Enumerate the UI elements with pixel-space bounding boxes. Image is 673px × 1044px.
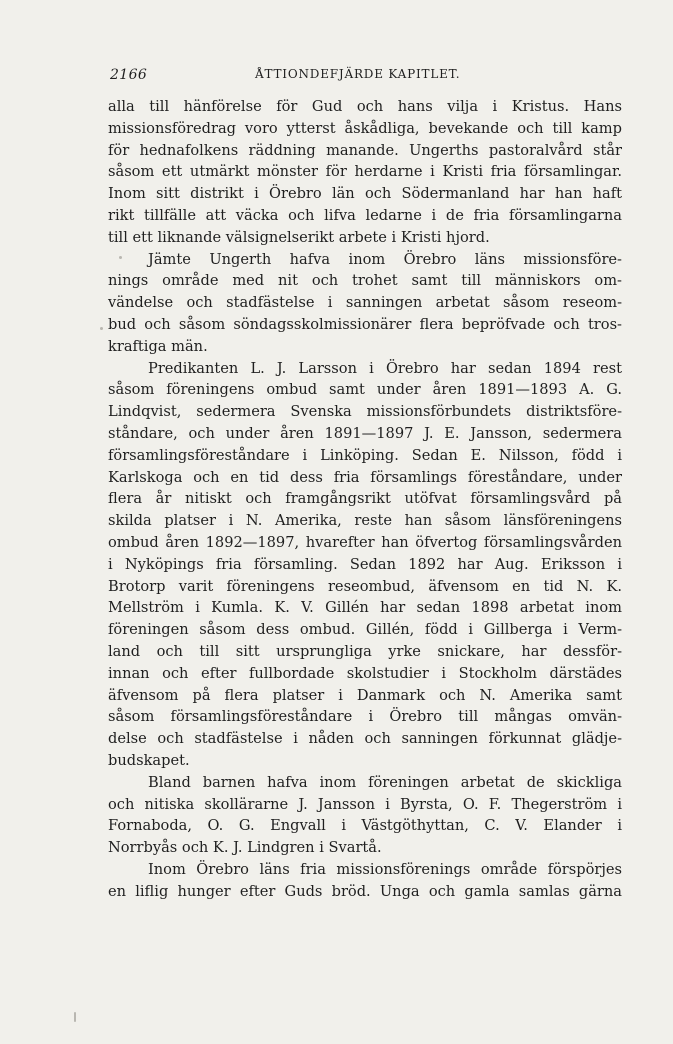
text-line: församlingsföreståndare i Linköping. Sedan E. Nilsson, född i: [108, 446, 622, 464]
text-line: rikt tillfälle att väcka och lifva ledarne i de fria församlingarna: [108, 206, 622, 224]
text-line: budskapet.: [108, 751, 190, 769]
text-line: till ett liknande välsignelserikt arbete i Kristi hjord.: [108, 228, 490, 246]
text-line: flera år nitiskt och framgångsrikt utöfvat församlingsvård på: [108, 490, 622, 508]
text-line: skilda platser i N. Amerika, reste han såsom länsföreningens: [108, 512, 622, 530]
text-line: innan och efter fullbordade skolstudier i Stockholm därstädes: [108, 664, 622, 682]
text-line: kraftiga män.: [108, 337, 208, 355]
text-line: ståndare, och under åren 1891—1897 J. E. Jansson, sedermera: [108, 424, 622, 442]
text-line: såsom församlingsföreståndare i Örebro till mångas omvän-: [108, 708, 622, 726]
text-line: Norrbyås och K. J. Lindgren i Svartå.: [108, 839, 382, 857]
text-line: såsom ett utmärkt mönster för herdarne i Kristi fria församlingar.: [108, 163, 622, 181]
text-line: land och till sitt ursprungliga yrke snickare, har dessför-: [108, 642, 622, 660]
text-line: Jämte Ungerth hafva inom Örebro läns missionsföre-: [148, 250, 622, 268]
body-text: [108, 96, 622, 902]
text-line: Inom Örebro läns fria missionsförenings område förspörjes: [148, 860, 622, 878]
text-line: för hednafolkens räddning manande. Ungerths pastoralvård står: [108, 141, 622, 159]
page-header: [110, 67, 620, 87]
text-line: Fornaboda, O. G. Engvall i Västgöthyttan, C. V. Elander i: [108, 817, 622, 835]
text-line: i Nyköpings fria församling. Sedan 1892 har Aug. Eriksson i: [108, 555, 622, 573]
text-line: en liflig hunger efter Guds bröd. Unga och gamla samlas gärna: [108, 882, 622, 900]
text-line: Inom sitt distrikt i Örebro län och Södermanland har han haft: [108, 185, 622, 203]
text-line: äfvensom på flera platser i Danmark och N. Amerika samt: [108, 686, 622, 704]
ink-speck: [74, 1012, 76, 1022]
text-line: alla till hänförelse för Gud och hans vilja i Kristus. Hans: [108, 98, 622, 115]
running-head: ÅTTIONDEFJÄRDE KAPITLET.: [255, 67, 461, 81]
ink-speck: [119, 256, 122, 259]
text-line: Bland barnen hafva inom föreningen arbetat de skickliga: [148, 773, 622, 791]
text-line: Lindqvist, sedermera Svenska missionsförbundets distriktsföre-: [108, 403, 622, 421]
page-number: 2166: [110, 67, 148, 83]
ink-speck: [100, 327, 103, 330]
text-line: nings område med nit och trohet samt till människors om-: [108, 272, 622, 290]
text-line: Brotorp varit föreningens reseombud, äfvensom en tid N. K.: [108, 577, 622, 595]
text-line: missionsföredrag voro ytterst åskådliga, bevekande och till kamp: [108, 119, 622, 137]
text-line: föreningen såsom dess ombud. Gillén, född i Gillberga i Verm-: [108, 621, 622, 639]
text-line: vändelse och stadfästelse i sanningen arbetat såsom reseom-: [108, 294, 622, 312]
text-line: bud och såsom söndagsskolmissionärer flera bepröfvade och tros-: [108, 315, 622, 333]
text-line: Predikanten L. J. Larsson i Örebro har sedan 1894 rest: [148, 359, 622, 377]
text-line: och nitiska skollärarne J. Jansson i Byrsta, O. F. Thegerström i: [108, 795, 622, 813]
text-line: ombud åren 1892—1897, hvarefter han öfvertog församlingsvården: [108, 533, 622, 551]
text-line: Karlskoga och en tid dess fria församlings föreståndare, under: [108, 468, 622, 486]
text-line: Mellström i Kumla. K. V. Gillén har sedan 1898 arbetat inom: [108, 599, 622, 617]
text-line: delse och stadfästelse i nåden och sanningen förkunnat glädje-: [108, 730, 622, 748]
text-line: såsom föreningens ombud samt under åren 1891—1893 A. G.: [108, 381, 622, 399]
